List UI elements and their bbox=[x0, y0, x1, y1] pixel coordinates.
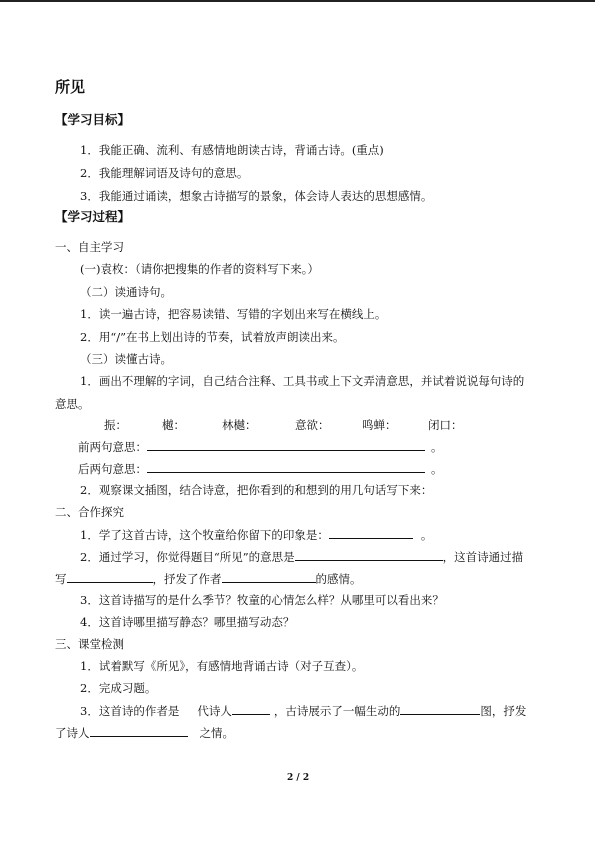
section-heading: 二、合作探究 bbox=[55, 505, 124, 519]
task-item: 1．画出不理解的字词，自己结合注释、工具书或上下文弄清意思，并试着说说每句诗的 bbox=[80, 374, 525, 388]
task-item: 2．观察课文插图，结合诗意，把你看到的和想到的用几句话写下来： bbox=[80, 483, 433, 497]
test-item: 1．试着默写《所见》，有感情地背诵古诗（对子互查）。 bbox=[80, 659, 364, 673]
word-item: 意欲： bbox=[295, 418, 330, 432]
answer-blank[interactable] bbox=[67, 571, 153, 583]
goals-header: 【学习目标】 bbox=[55, 112, 131, 127]
task-item: 1．读一遍古诗，把容易读错、写错的字划出来写在横线上。 bbox=[80, 307, 387, 321]
task-item-continued: 意思。 bbox=[55, 397, 90, 411]
task-item: 2．用“/”在书上划出诗的节奏，试着放声朗读出来。 bbox=[80, 330, 345, 344]
word-item: 振： bbox=[104, 418, 127, 432]
word-item: 闭口： bbox=[428, 418, 463, 432]
goal-item: 1．我能正确、流利、有感情地朗读古诗，背诵古诗。(重点) bbox=[80, 143, 384, 157]
answer-blank[interactable] bbox=[222, 571, 316, 583]
back-lines-meaning: 后两句意思： 。 bbox=[78, 462, 443, 476]
test-item-3-continued: 了诗人 之情。 bbox=[55, 726, 234, 740]
answer-blank[interactable] bbox=[232, 703, 270, 715]
question-2-continued: 写 ，抒发了作者 的感情。 bbox=[55, 572, 362, 586]
word-item: 鸣蝉： bbox=[362, 418, 397, 432]
word-item: 林樾： bbox=[222, 418, 257, 432]
test-item-3: 3．这首诗的作者是 代诗人 ，古诗展示了一幅生动的 图，抒发 bbox=[80, 704, 527, 718]
question-3: 3．这首诗描写的是什么季节？牧童的心情怎么样？从哪里可以看出来？ bbox=[80, 593, 444, 607]
question-2: 2．通过学习，你觉得题目“所见”的意思是 ，这首诗通过描 bbox=[80, 550, 524, 564]
goal-item: 2．我能理解词语及诗句的意思。 bbox=[80, 166, 249, 180]
page-number: 2 / 2 bbox=[287, 773, 310, 783]
goal-item: 3．我能通过诵读，想象古诗描写的景象，体会诗人表达的思想感情。 bbox=[80, 189, 433, 203]
question-1: 1．学了这首古诗，这个牧童给你留下的印象是： 。 bbox=[80, 528, 433, 542]
subsection: （二）读通诗句。 bbox=[80, 285, 172, 299]
answer-blank[interactable] bbox=[329, 527, 413, 539]
subsection: （三）读懂古诗。 bbox=[80, 352, 172, 366]
answer-blank[interactable] bbox=[90, 725, 188, 737]
front-lines-meaning: 前两句意思： 。 bbox=[78, 440, 443, 454]
answer-blank[interactable] bbox=[295, 549, 443, 561]
process-header: 【学习过程】 bbox=[55, 209, 131, 224]
answer-blank[interactable] bbox=[400, 703, 480, 715]
question-4: 4．这首诗哪里描写静态？哪里描写动态？ bbox=[80, 615, 295, 629]
answer-blank[interactable] bbox=[147, 461, 425, 473]
subsection: (一)袁枚：（请你把搜集的作者的资料写下来。） bbox=[80, 262, 319, 276]
header-rule bbox=[0, 0, 595, 2]
answer-blank[interactable] bbox=[147, 439, 425, 451]
word-item: 樾： bbox=[162, 418, 185, 432]
test-item: 2．完成习题。 bbox=[80, 681, 157, 695]
section-heading: 一、自主学习 bbox=[55, 240, 124, 254]
section-heading: 三、课堂检测 bbox=[55, 637, 124, 651]
page-title: 所见 bbox=[55, 78, 86, 96]
